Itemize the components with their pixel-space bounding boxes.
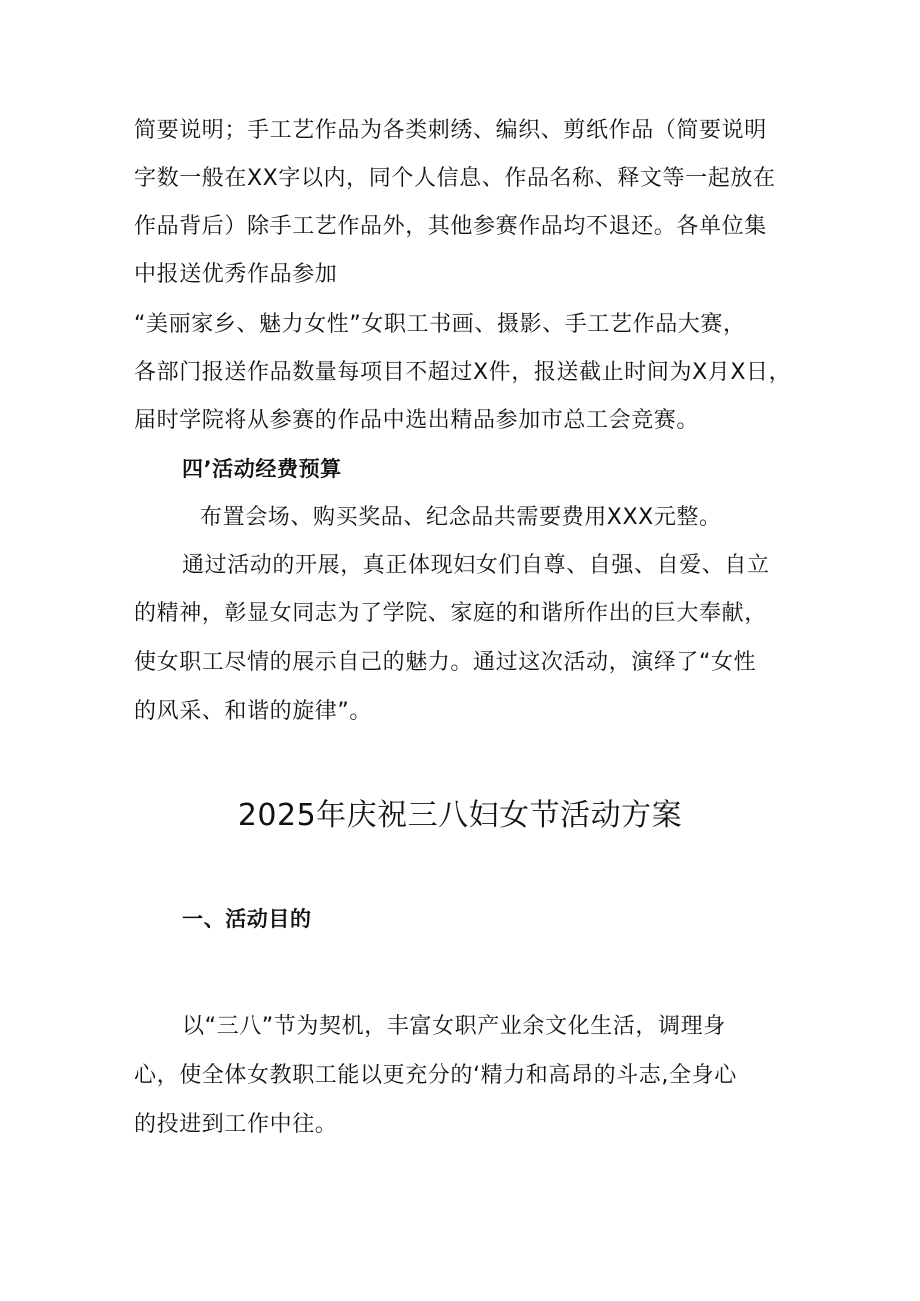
paragraph-line: 各部门报送作品数量每项目不超过X件，报送截止时间为X月X日， <box>134 360 792 385</box>
paragraph-line: 中报送优秀作品参加 <box>134 262 338 287</box>
paragraph-line: 心，使全体女教职工能以更充分的‘精力和高昂的斗志,全身心 <box>134 1063 737 1088</box>
paragraph-line: 作品背后）除手工艺作品外，其他参赛作品均不退还。各单位集 <box>134 214 767 239</box>
paragraph-line: 布置会场、购买奖品、纪念品共需要费用XXX元整。 <box>200 505 722 530</box>
paragraph-line: 通过活动的开展，真正体现妇女们自尊、自强、自爱、自立 <box>182 553 770 578</box>
section-heading: 四’活动经费预算 <box>182 457 342 481</box>
paragraph-line: 的精神，彰显女同志为了学院、家庭的和谐所作出的巨大奉献， <box>134 601 767 626</box>
paragraph-line: 届时学院将从参赛的作品中选出精品参加市总工会竞赛。 <box>134 408 700 433</box>
paragraph-line: 的投进到工作中往。 <box>134 1112 338 1137</box>
paragraph-line: “美丽家乡、魅力女性”女职工书画、摄影、手工艺作品大赛， <box>134 312 746 337</box>
paragraph-line: 的风采、和谐的旋律”。 <box>134 699 372 724</box>
paragraph-line: 以“三八”节为契机，丰富女职产业余文化生活，调理身 <box>182 1014 726 1039</box>
page-title: 2025年庆祝三八妇女节活动方案 <box>237 798 683 833</box>
paragraph-line: 使女职工尽情的展示自己的魅力。通过这次活动，演绎了“女性 <box>134 650 757 675</box>
section-heading: 一、活动目的 <box>182 907 312 931</box>
paragraph-line: 简要说明；手工艺作品为各类刺绣、编织、剪纸作品（简要说明 <box>134 118 767 143</box>
paragraph-line: 字数一般在XX字以内，同个人信息、作品名称、释文等一起放在 <box>134 166 776 191</box>
